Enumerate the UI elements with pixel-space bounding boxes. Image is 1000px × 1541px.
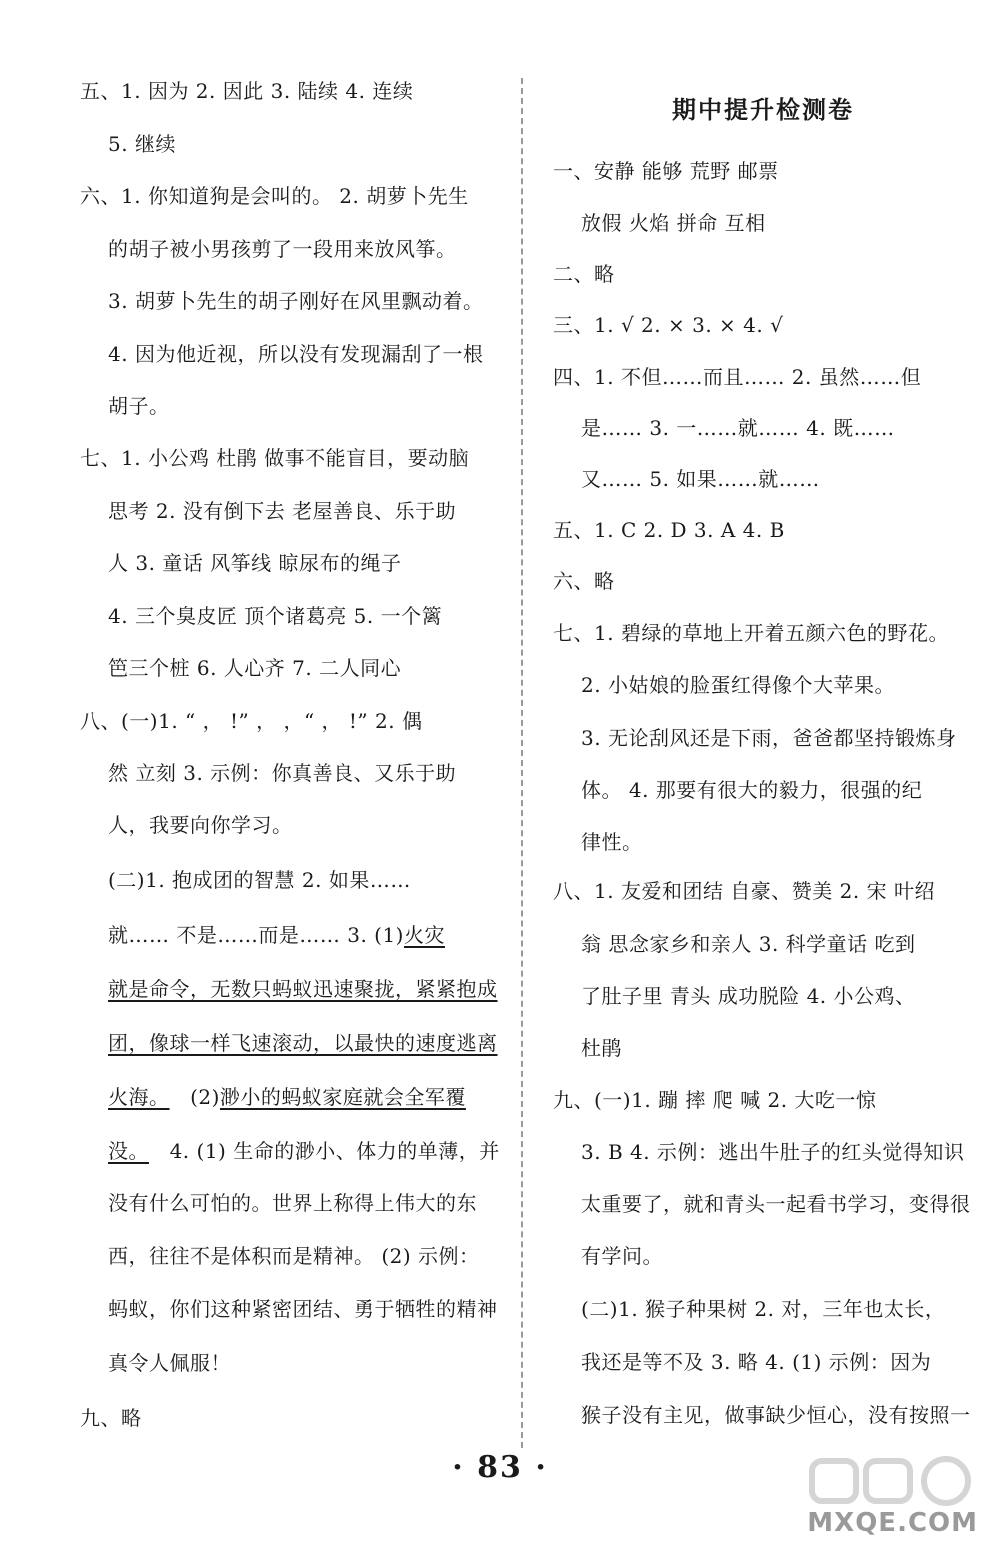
answer-line: 三、1. √ 2. × 3. × 4. √ — [553, 313, 784, 337]
answer-line: 人，我要向你学习。 — [108, 813, 293, 837]
answer-line: 体。 4. 那要有很大的毅力，很强的纪 — [581, 778, 923, 802]
answer-line: 一、安静 能够 荒野 邮票 — [553, 159, 779, 183]
underlined-answer: 就是命令，无数只蚂蚁迅速聚拢，紧紧抱成 — [108, 977, 498, 1001]
answer-line: 六、略 — [553, 569, 615, 593]
answer-line: 九、略 — [80, 1406, 142, 1430]
answer-line: 二、略 — [553, 262, 615, 286]
answer-text: 4. (1) 生命的渺小、体力的单薄，并 — [169, 1139, 500, 1163]
watermark-site: MXQE.COM — [807, 1508, 978, 1538]
answer-text: 就…… 不是……而是…… 3. (1) — [108, 923, 404, 947]
answer-line: (二)1. 猴子种果树 2. 对，三年也太长， — [581, 1297, 946, 1321]
answer-line: 然 立刻 3. 示例：你真善良、又乐于助 — [108, 761, 457, 785]
answer-line: 笆三个桩 6. 人心齐 7. 二人同心 — [108, 656, 402, 680]
underlined-answer: 渺小的蚂蚁家庭就会全军覆 — [219, 1085, 466, 1109]
answer-line: 3. B 4. 示例：逃出牛肚子的红头觉得知识 — [581, 1140, 965, 1164]
answer-line: 律性。 — [581, 830, 643, 854]
answer-line: 七、1. 小公鸡 杜鹃 做事不能盲目，要动脑 — [80, 446, 470, 470]
answer-line: 放假 火焰 拼命 互相 — [581, 211, 766, 235]
answer-line: 八、(一)1. “ ， !” ， ，“ ， !” 2. 偶 — [80, 709, 423, 733]
answer-line: 杜鹃 — [581, 1036, 622, 1060]
answer-line: 西，往往不是体积而是精神。 (2) 示例： — [108, 1244, 480, 1268]
answer-line: 人 3. 童话 风筝线 晾尿布的绳子 — [108, 551, 402, 575]
answer-line: 是…… 3. 一……就…… 4. 既…… — [581, 416, 895, 440]
answer-line: 五、1. C 2. D 3. A 4. B — [553, 518, 785, 542]
answer-line: 七、1. 碧绿的草地上开着五颜六色的野花。 — [553, 621, 949, 645]
answer-text: (2) — [190, 1085, 220, 1109]
answer-line: 八、1. 友爱和团结 自豪、赞美 2. 宋 叶绍 — [553, 879, 935, 903]
answer-line: 没有什么可怕的。世界上称得上伟大的东 — [108, 1191, 477, 1215]
answer-line — [108, 1084, 466, 1110]
answer-line: 4. 三个臭皮匠 顶个诸葛亮 5. 一个篱 — [108, 604, 443, 628]
answer-line: 4. 因为他近视，所以没有发现漏刮了一根 — [108, 342, 484, 366]
answer-line: 九、(一)1. 蹦 摔 爬 喊 2. 大吃一惊 — [553, 1088, 877, 1112]
answer-line: 3. 无论刮风还是下雨，爸爸都坚持锻炼身 — [581, 726, 957, 750]
answer-line: 又…… 5. 如果……就…… — [581, 467, 820, 491]
section-title: 期中提升检测卷 — [672, 96, 854, 124]
answer-line: 猴子没有主见，做事缺少恒心，没有按照一 — [581, 1403, 971, 1427]
underlined-answer: 火海。 — [108, 1085, 170, 1109]
answer-line: 四、1. 不但……而且…… 2. 虽然……但 — [553, 365, 922, 389]
underlined-answer: 没。 — [108, 1139, 149, 1163]
answer-line: 真令人佩服！ — [108, 1351, 231, 1375]
underlined-answer: 团，像球一样飞速滚动，以最快的速度逃离 — [108, 1031, 498, 1055]
answer-line: 翁 思念家乡和亲人 3. 科学童话 吃到 — [581, 932, 916, 956]
answer-line: 3. 胡萝卜先生的胡子刚好在风里飘动着。 — [108, 289, 484, 313]
answer-line — [108, 1138, 500, 1164]
answer-line: 思考 2. 没有倒下去 老屋善良、乐于助 — [108, 499, 457, 523]
answer-line: 了肚子里 青头 成功脱险 4. 小公鸡、 — [581, 984, 916, 1008]
answer-line: 胡子。 — [108, 394, 170, 418]
answer-line: 五、1. 因为 2. 因此 3. 陆续 4. 连续 — [80, 79, 414, 103]
answer-line: 的胡子被小男孩剪了一段用来放风筝。 — [108, 237, 457, 261]
answer-line: 太重要了，就和青头一起看书学习，变得很 — [581, 1192, 971, 1216]
answer-line: 5. 继续 — [108, 132, 176, 156]
answer-line: 蚂蚁，你们这种紧密团结、勇于牺牲的精神 — [108, 1297, 498, 1321]
answer-line: 我还是等不及 3. 略 4. (1) 示例：因为 — [581, 1350, 932, 1374]
answer-line: (二)1. 抱成团的智慧 2. 如果…… — [108, 868, 411, 892]
page-number: · 83 · — [452, 1450, 548, 1485]
answer-line: 六、1. 你知道狗是会叫的。 2. 胡萝卜先生 — [80, 184, 469, 208]
answer-line: 2. 小姑娘的脸蛋红得像个大苹果。 — [581, 673, 895, 697]
answer-line: 有学问。 — [581, 1244, 663, 1268]
underlined-answer: 火灾 — [403, 923, 445, 947]
answer-line — [108, 922, 445, 948]
column-divider — [521, 78, 523, 1448]
